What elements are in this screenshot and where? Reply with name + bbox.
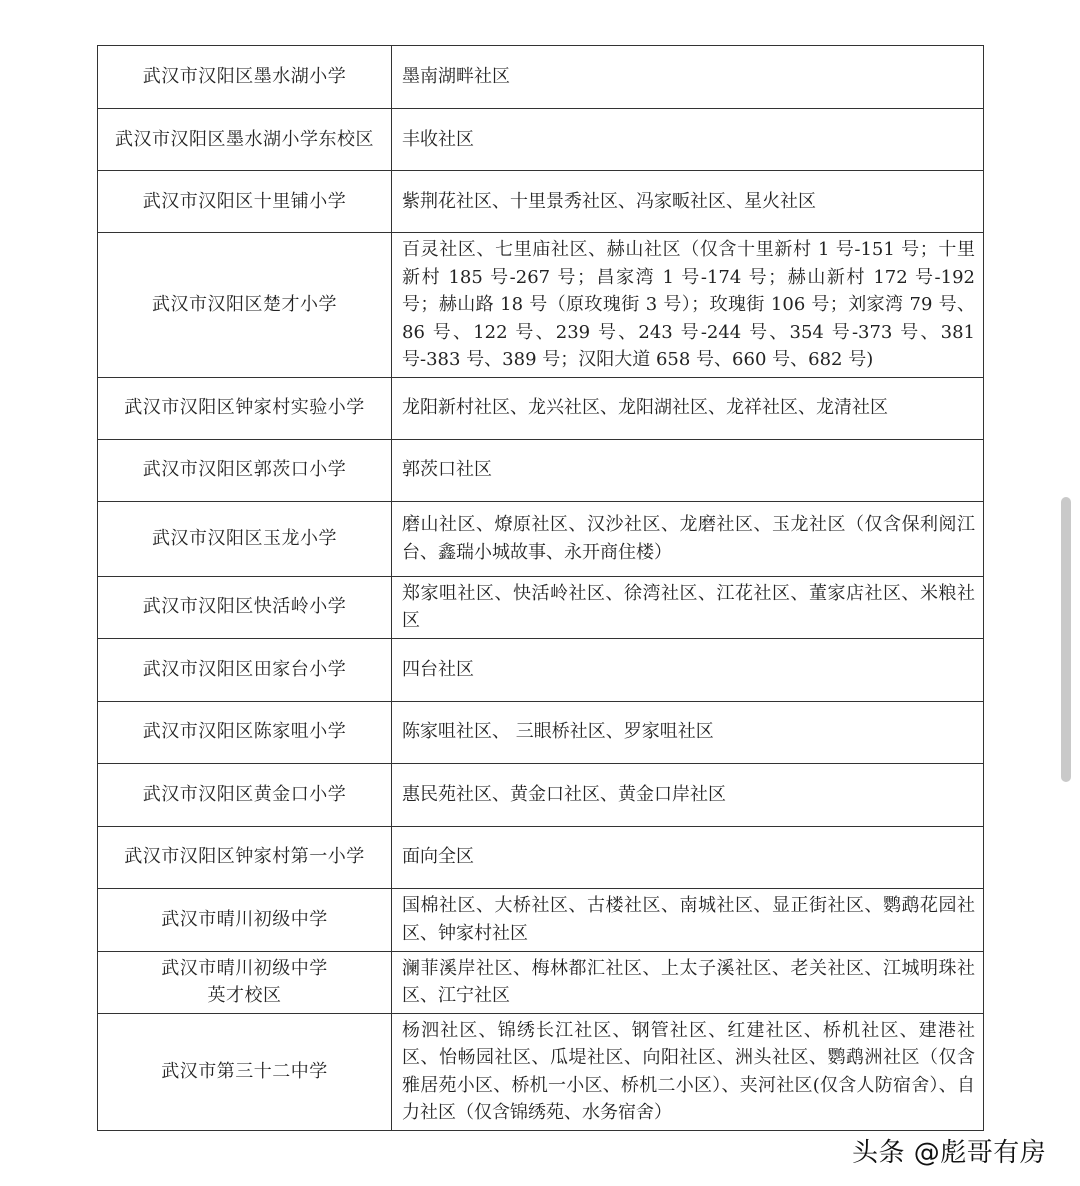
table-row: [98, 1013, 984, 1130]
table-row: [98, 576, 984, 638]
catchment-area-cell: 墨南湖畔社区: [392, 46, 984, 109]
school-name-cell: 武汉市汉阳区楚才小学: [98, 233, 392, 378]
table-row: [98, 501, 984, 576]
catchment-area-cell: 百灵社区、七里庙社区、赫山社区（仅含十里新村 1 号-151 号；十里新村 185 号-267 号；昌家湾 1 号-174 号；赫山新村 172 号-192 号；赫山路 18 号（原玫瑰街 3 号）；玫瑰街 106 号；刘家湾 79 号、86 号、122 号、239 号、243 号-244 号、354 号-373 号、381 号-383 号、389 号；汉阳大道 658 号、660 号、682 号): [392, 233, 984, 378]
school-name-cell: 武汉市汉阳区陈家咀小学: [98, 701, 392, 763]
catchment-area-cell: 面向全区: [392, 826, 984, 888]
table-row: [98, 763, 984, 826]
school-name-cell: 武汉市汉阳区墨水湖小学: [98, 46, 392, 109]
catchment-area-cell: 陈家咀社区、 三眼桥社区、罗家咀社区: [392, 701, 984, 763]
scrollbar[interactable]: [1061, 497, 1071, 782]
source-watermark: 头条 @彪哥有房: [852, 1138, 1047, 1168]
table-row: [98, 439, 984, 501]
table-body: [98, 46, 984, 1131]
catchment-area-cell: 四台社区: [392, 638, 984, 701]
school-name-cell: 武汉市汉阳区田家台小学: [98, 638, 392, 701]
table-row: [98, 826, 984, 888]
school-name-cell: 武汉市汉阳区钟家村第一小学: [98, 826, 392, 888]
table-row: [98, 233, 984, 378]
table-row: [98, 951, 984, 1013]
catchment-area-cell: 郑家咀社区、快活岭社区、徐湾社区、江花社区、董家店社区、米粮社区: [392, 576, 984, 638]
catchment-area-cell: 杨泗社区、锦绣长江社区、钢管社区、红建社区、桥机社区、建港社区、怡畅园社区、瓜堤社区、向阳社区、洲头社区、鹦鹉洲社区（仅含雅居苑小区、桥机一小区、桥机二小区）、夹河社区(仅含人防宿舍）、自力社区（仅含锦绣苑、水务宿舍）: [392, 1013, 984, 1130]
school-name-cell: 武汉市汉阳区快活岭小学: [98, 576, 392, 638]
school-district-table: [97, 45, 984, 1131]
catchment-area-cell: 郭茨口社区: [392, 439, 984, 501]
school-name-cell: 武汉市汉阳区墨水湖小学东校区: [98, 109, 392, 171]
table-row: [98, 888, 984, 951]
table-row: [98, 638, 984, 701]
catchment-area-cell: 龙阳新村社区、龙兴社区、龙阳湖社区、龙祥社区、龙清社区: [392, 377, 984, 439]
table-row: [98, 171, 984, 233]
school-name-cell: 武汉市汉阳区十里铺小学: [98, 171, 392, 233]
catchment-area-cell: 紫荆花社区、十里景秀社区、冯家畈社区、星火社区: [392, 171, 984, 233]
school-name-cell: 武汉市汉阳区玉龙小学: [98, 501, 392, 576]
catchment-area-cell: 国棉社区、大桥社区、古楼社区、南城社区、显正街社区、鹦鹉花园社区、钟家村社区: [392, 888, 984, 951]
school-name-cell: 武汉市晴川初级中学: [98, 888, 392, 951]
catchment-area-cell: 磨山社区、燎原社区、汉沙社区、龙磨社区、玉龙社区（仅含保利阅江台、鑫瑞小城故事、永开商住楼）: [392, 501, 984, 576]
catchment-area-cell: 澜菲溪岸社区、梅林都汇社区、上太子溪社区、老关社区、江城明珠社区、江宁社区: [392, 951, 984, 1013]
table-row: [98, 377, 984, 439]
school-name-cell: 武汉市晴川初级中学 英才校区: [98, 951, 392, 1013]
school-name-cell: 武汉市汉阳区钟家村实验小学: [98, 377, 392, 439]
school-name-cell: 武汉市汉阳区郭茨口小学: [98, 439, 392, 501]
table-row: [98, 109, 984, 171]
catchment-area-cell: 丰收社区: [392, 109, 984, 171]
school-name-cell: 武汉市第三十二中学: [98, 1013, 392, 1130]
school-name-cell: 武汉市汉阳区黄金口小学: [98, 763, 392, 826]
table-row: [98, 701, 984, 763]
table-row: [98, 46, 984, 109]
catchment-area-cell: 惠民苑社区、黄金口社区、黄金口岸社区: [392, 763, 984, 826]
